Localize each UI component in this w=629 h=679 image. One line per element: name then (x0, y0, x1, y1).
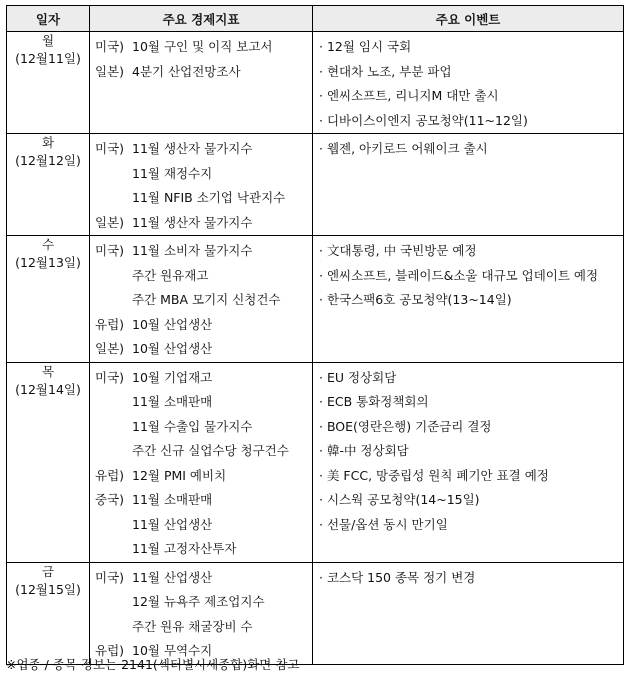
events-cell (313, 562, 624, 664)
indicator-item (90, 590, 312, 615)
date-label: (12월12일) (15, 153, 81, 168)
indicator-item (90, 186, 312, 211)
table-row (7, 32, 624, 134)
event-item: · 현대차 노조, 부분 파업 (319, 63, 452, 79)
indicator-text: 11월 재정수지 (132, 165, 213, 181)
indicator-text: 11월 수출입 물가지수 (132, 418, 253, 434)
indicator-text: 주간 신규 실업수당 청구건수 (132, 443, 289, 458)
weekday-label: 금 (41, 563, 55, 579)
table-row (7, 134, 624, 236)
date-cell (7, 134, 90, 236)
event-item: · 코스닥 150 종목 정기 변경 (319, 569, 476, 585)
table-row (7, 562, 624, 664)
indicator-text: 12월 뉴욕주 제조업지수 (132, 594, 265, 609)
date-label: (12월13일) (15, 255, 81, 270)
indicator-text: 10월 산업생산 (132, 316, 213, 332)
indicator-item (90, 337, 312, 362)
event-item: · BOE(영란은행) 기준금리 결정 (319, 418, 492, 434)
indicator-item (90, 137, 312, 162)
indicator-text: 11월 소매판매 (132, 492, 213, 507)
date-label: (12월11일) (15, 51, 81, 66)
indicator-text: 11월 생산자 물가지수 (132, 141, 253, 156)
indicator-item (90, 313, 312, 338)
indicator-item (90, 464, 312, 489)
indicator-text: 11월 생산자 물가지수 (132, 214, 253, 230)
indicator-text: 10월 기업재고 (132, 369, 213, 385)
event-item: · ECB 통화정책회의 (319, 394, 429, 409)
indicator-region: 미국) (95, 569, 125, 585)
header-events: 주요 이벤트 (313, 6, 624, 32)
indicator-region: 유럽) (95, 316, 125, 332)
indicator-text: 12월 PMI 예비치 (132, 467, 227, 483)
indicator-text: 11월 산업생산 (132, 516, 213, 532)
weekly-schedule-table (6, 5, 624, 665)
date-cell (7, 362, 90, 562)
indicator-region: 일본) (95, 63, 125, 79)
date-cell (7, 236, 90, 363)
indicator-text: 11월 소비자 물가지수 (132, 243, 253, 258)
indicator-item (90, 60, 312, 85)
event-item: · 한국스팩6호 공모청약(13~14일) (319, 292, 512, 307)
indicator-item (90, 488, 312, 513)
weekday-label: 수 (41, 237, 55, 252)
table-row (7, 236, 624, 363)
indicator-text: 4분기 산업전망조사 (132, 63, 241, 79)
event-item: · 디바이스이엔지 공모청약(11~12일) (319, 112, 528, 128)
indicator-text: 11월 고정자산투자 (132, 541, 237, 556)
indicator-item (90, 239, 312, 264)
footnote: ※업종 / 종목 정보는 2141(섹터별시세종합)화면 참고 (6, 657, 300, 672)
indicator-item (90, 615, 312, 640)
events-cell (313, 362, 624, 562)
table-row (7, 362, 624, 562)
header-date: 일자 (7, 6, 90, 32)
indicator-item (90, 537, 312, 562)
indicator-text: 주간 원유재고 (132, 267, 209, 283)
event-item: · EU 정상회담 (319, 369, 397, 385)
indicator-item (90, 288, 312, 313)
indicator-region: 미국) (95, 39, 125, 54)
indicator-region: 중국) (95, 492, 125, 507)
indicator-text: 10월 구인 및 이직 보고서 (132, 39, 273, 54)
header-indicators: 주요 경제지표 (90, 6, 313, 32)
indicator-text: 주간 원유 채굴장비 수 (132, 618, 253, 634)
event-item: · 美 FCC, 망중립성 원칙 폐기안 표결 예정 (319, 467, 549, 483)
indicator-text: 11월 NFIB 소기업 낙관지수 (132, 190, 286, 205)
event-item: · 웹젠, 아키로드 어웨이크 출시 (319, 141, 488, 156)
weekday-label: 목 (41, 363, 55, 379)
events-cell (313, 32, 624, 134)
schedule-wrapper (6, 5, 623, 665)
indicator-text: 11월 소매판매 (132, 394, 213, 409)
indicator-region: 미국) (95, 141, 125, 156)
event-item: · 엔씨소프트, 블레이드&소울 대규모 업데이트 예정 (319, 267, 599, 283)
indicators-cell (90, 362, 313, 562)
event-item: · 엔씨소프트, 리니지M 대만 출시 (319, 88, 499, 103)
date-label: (12월14일) (15, 381, 81, 397)
indicator-region: 일본) (95, 341, 125, 356)
indicators-cell (90, 134, 313, 236)
indicator-item (90, 566, 312, 591)
indicator-region: 유럽) (95, 643, 125, 658)
date-cell (7, 562, 90, 664)
indicator-item (90, 35, 312, 60)
indicator-item (90, 211, 312, 236)
indicator-item (90, 366, 312, 391)
events-cell (313, 236, 624, 363)
date-label: (12월15일) (15, 581, 81, 597)
indicator-region: 유럽) (95, 467, 125, 483)
schedule-body (7, 32, 624, 665)
indicator-item (90, 513, 312, 538)
indicator-item (90, 264, 312, 289)
indicator-item (90, 390, 312, 415)
indicator-item (90, 162, 312, 187)
weekday-label: 월 (41, 33, 55, 48)
indicators-cell (90, 562, 313, 664)
indicators-cell (90, 236, 313, 363)
event-item: · 선물/옵션 동시 만기일 (319, 516, 448, 532)
indicator-region: 미국) (95, 369, 125, 385)
indicator-region: 미국) (95, 243, 125, 258)
date-cell (7, 32, 90, 134)
indicator-item (90, 415, 312, 440)
indicator-text: 11월 산업생산 (132, 569, 213, 585)
indicator-text: 주간 MBA 모기지 신청건수 (132, 292, 281, 307)
indicator-region: 일본) (95, 214, 125, 230)
weekday-label: 화 (41, 135, 55, 150)
event-item: · 시스웍 공모청약(14~15일) (319, 492, 480, 507)
indicator-item (90, 439, 312, 464)
table-header-row (7, 6, 624, 32)
indicator-text: 10월 무역수지 (132, 643, 213, 658)
event-item: · 文대통령, 中 국빈방문 예정 (319, 243, 477, 258)
events-cell (313, 134, 624, 236)
indicator-text: 10월 산업생산 (132, 341, 213, 356)
event-item: · 12월 임시 국회 (319, 39, 412, 54)
event-item: · 韓-中 정상회담 (319, 443, 409, 458)
indicators-cell (90, 32, 313, 134)
